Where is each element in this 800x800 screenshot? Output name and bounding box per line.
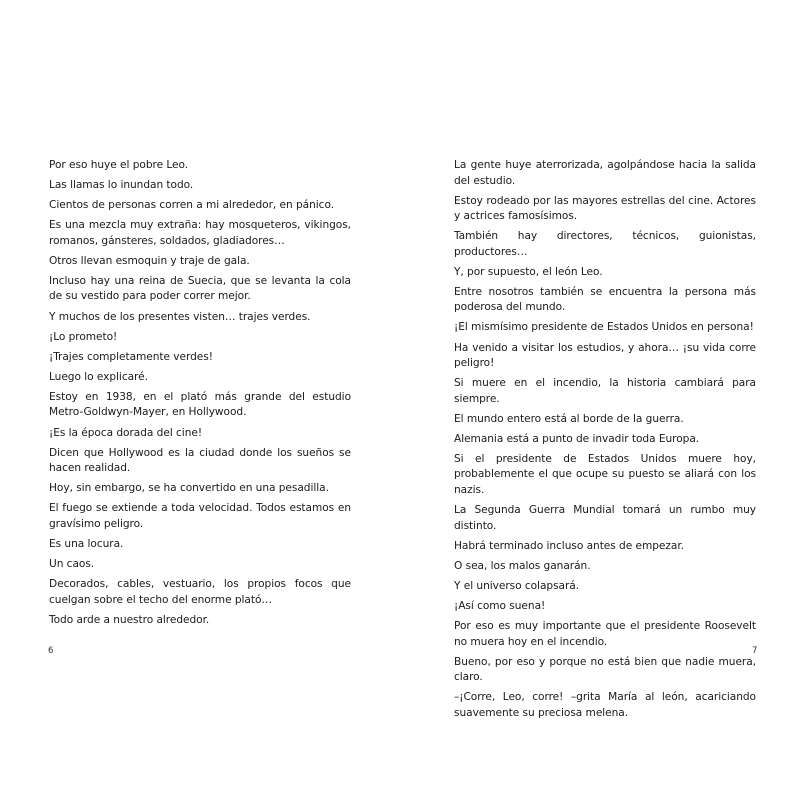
paragraph: ¡Así como suena! [454,599,546,612]
paragraph: Todo arde a nuestro alrededor. [49,613,210,626]
paragraph: El fuego se extiende a toda velocidad. Todos estamos en gravísimo peligro. [49,502,351,530]
left-page-text [49,158,351,633]
paragraph: La gente huye aterrorizada, agolpándose hacia la salida del estudio. [454,159,756,187]
paragraph: El mundo entero está al borde de la guerra. [454,412,684,425]
paragraph: Por eso huye el pobre Leo. [49,159,189,171]
paragraph: Hoy, sin embargo, se ha convertido en una pesadilla. [49,482,329,495]
paragraph: La Segunda Guerra Mundial tomará un rumbo muy distinto. [454,504,756,532]
paragraph: Las llamas lo inundan todo. [49,179,194,192]
left-page-number: 6 [48,646,54,656]
paragraph: Estoy en 1938, en el plató más grande del estudio Metro-Goldwyn-Mayer, en Hollywood. [49,390,351,419]
paragraph: Por eso es muy importante que el presidente Roosevelt no muera hoy en el incendio. [454,620,756,648]
paragraph: Incluso hay una reina de Suecia, que se levanta la cola de su vestido para poder correr mejor. [49,274,351,303]
paragraph: Y muchos de los presentes visten… trajes verdes. [49,310,311,323]
paragraph: Luego lo explicaré. [49,370,148,383]
paragraph: ¡Trajes completamente verdes! [49,350,213,363]
paragraph: –¡Corre, Leo, corre! –grita María al león, acariciando suavemente su preciosa melena. [454,691,756,719]
paragraph: Habrá terminado incluso antes de empezar. [454,539,684,552]
paragraph: ¡Lo prometo! [49,330,118,343]
paragraph: Dicen que Hollywood es la ciudad donde los sueños se hacen realidad. [49,446,351,475]
paragraph: Si el presidente de Estados Unidos muere hoy, probablemente el que ocupe su puesto se aliará con los nazis. [454,452,756,496]
paragraph: Y, por supuesto, el león Leo. [454,265,603,278]
paragraph: O sea, los malos ganarán. [454,559,591,572]
paragraph: Bueno, por eso y porque no está bien que nadie muera, claro. [454,655,756,684]
paragraph: Es una mezcla muy extraña: hay mosqueteros, vikingos, romanos, gánsteres, soldados, gladiadores… [49,219,351,247]
paragraph: ¡El mismísimo presidente de Estados Unidos en persona! [454,321,754,334]
paragraph: Otros llevan esmoquin y traje de gala. [49,254,250,267]
paragraph: Entre nosotros también se encuentra la persona más poderosa del mundo. [454,285,756,314]
paragraph: Alemania está a punto de invadir toda Europa. [454,432,700,445]
paragraph: Si muere en el incendio, la historia cambiará para siempre. [454,377,756,405]
paragraph: Es una locura. [49,537,124,550]
paragraph: Y el universo colapsará. [454,579,580,592]
paragraph: También hay directores, técnicos, guionistas, productores… [454,230,756,258]
paragraph: Cientos de personas corren a mi alrededor, en pánico. [49,199,335,212]
paragraph: Ha venido a visitar los estudios, y ahora… ¡su vida corre peligro! [454,341,756,370]
paragraph: Decorados, cables, vestuario, los propios focos que cuelgan sobre el techo del enorme plató… [49,578,351,606]
paragraph: Un caos. [49,558,95,570]
paragraph: ¡Es la época dorada del cine! [49,426,203,439]
right-page-number: 7 [752,646,758,656]
paragraph: Estoy rodeado por las mayores estrellas del cine. Actores y actrices famosísimos. [454,194,756,223]
right-page-text [454,158,756,726]
